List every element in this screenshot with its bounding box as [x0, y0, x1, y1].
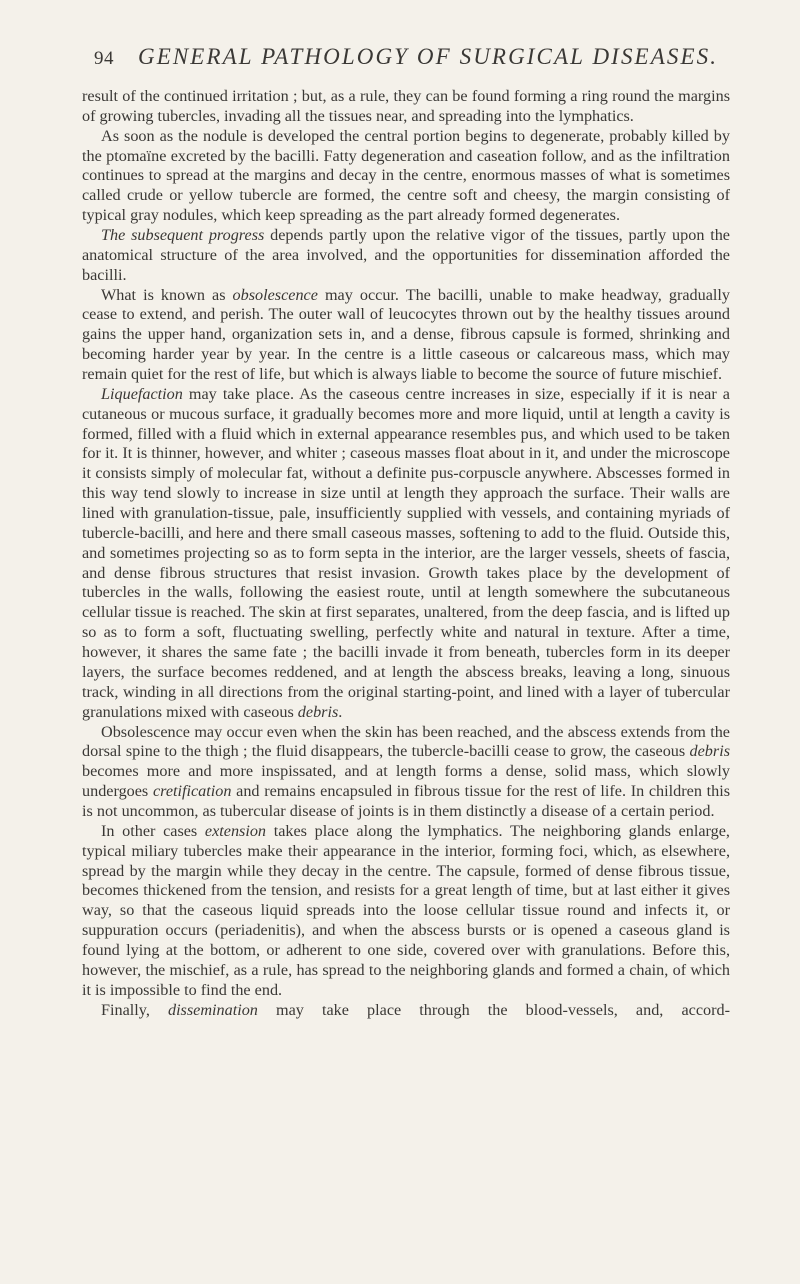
italic-term: debris — [297, 702, 339, 721]
paragraph — [82, 127, 730, 226]
text-run: Finally, — [101, 1000, 168, 1019]
italic-term: extension — [204, 821, 267, 840]
paragraph — [82, 87, 730, 127]
paragraph — [82, 1001, 730, 1021]
italic-term: dissemination — [167, 1000, 258, 1019]
body-text — [82, 87, 730, 1020]
page-number: 94 — [94, 48, 114, 69]
text-run: and remains encapsuled in fibrous tissue for the rest of life. In children this is not uncommon, as tubercular disease of joints is in them distinctly a disease of a certain period. — [82, 782, 730, 820]
paragraph — [82, 226, 730, 286]
text-run: becomes more and more inspissated, and at length forms a dense, solid mass, which slowly undergoes — [82, 762, 730, 801]
text-run: Obsolescence may occur even when the skin has been reached, and the abscess extends from the dorsal spine to the thigh ; the fluid disappears, the tubercle-bacilli cease to grow, the caseous — [82, 722, 730, 761]
text-run: takes place along the lymphatics. The neighboring glands enlarge, typical miliary tubercles make their appearance in the interior, forming foci, which, as elsewhere, spread by the margin while they decay in the centre. The capsule, formed of dense fibrous tissue, becomes thickened from the tension, and resists for a great length of time, but at last either it gives way, so that the caseous liquid spreads into the loose cellular tissue round and infects it, or suppuration occurs (periadenitis), and when the abscess bursts or is opened a caseous gland is found lying at the bottom, or adherent to one side, covered over with granulations. Before this, however, the mischief, as a rule, has spread to the neighboring glands and formed a chain, of which it is impossible to find the end. — [82, 821, 730, 999]
italic-term: cretification — [152, 782, 232, 801]
italic-term: debris — [689, 742, 730, 761]
text-run: . — [338, 702, 343, 721]
text-run: may take place through the blood-vessels, and, accord- — [257, 1000, 730, 1019]
paragraph — [82, 286, 730, 385]
text-run: What is known as — [101, 285, 233, 304]
text-run: depends partly upon the relative vigor of the tissues, partly upon the anatomical structure of the area involved, and the opportunities for dissemination afforded the bacilli. — [82, 226, 730, 284]
paragraph — [82, 385, 730, 723]
text-run: In other cases — [101, 821, 205, 840]
italic-term: The subsequent progress — [101, 226, 265, 245]
text-run: As soon as the nodule is developed the central portion begins to degenerate, probably killed by the ptomaïne excreted by the bacilli. Fatty degeneration and caseation follow, and as the infiltration continues to spread at the margins and decay in the centre, enormous masses of what is sometimes called crude or yellow tubercle are formed, the centre soft and cheesy, the margin consisting of typical gray nodules, which keep spreading as the part already formed degenerates. — [82, 126, 730, 225]
italic-term: Liquefaction — [101, 384, 183, 403]
text-run: result of the continued irritation ; but, as a rule, they can be found forming a ring round the margins of growing tubercles, invading all the tissues near, and spreading into the lymphatics. — [82, 87, 730, 125]
italic-term: obsolescence — [232, 285, 318, 304]
running-title: GENERAL PATHOLOGY OF SURGICAL DISEASES. — [138, 44, 719, 69]
text-run: may occur. The bacilli, unable to make headway, gradually cease to extend, and perish. The outer wall of leucocytes thrown out by the healthy tissues around gains the upper hand, organization sets in, and a dense, fibrous capsule is formed, shrinking and becoming harder year by year. In the centre is a little caseous or calcareous mass, which may remain quiet for the rest of life, but which is always liable to become the source of future mischief. — [82, 285, 730, 384]
paragraph — [82, 822, 730, 1001]
paragraph — [82, 723, 730, 822]
running-head — [94, 44, 742, 74]
text-run: may take place. As the caseous centre increases in size, especially if it is near a cutaneous or mucous surface, it gradually becomes more and more liquid, until at length a cavity is formed, filled with a fluid which in external appearance resembles pus, and which used to be taken for it. It is thinner, however, and whiter ; caseous masses float about in it, and under the microscope it consists simply of molecular fat, without a definite pus-corpuscle anywhere. Abscesses formed in this way tend slowly to increase in size until at length they approach the surface. Their walls are lined with granulation-tissue, pale, insufficiently supplied with vessels, and containing myriads of tubercle-bacilli, and here and there small caseous masses, softening to add to the fluid. Outside this, and sometimes projecting so as to form septa in the interior, are the larger vessels, sheets of fascia, and dense fibrous structures that resist invasion. Growth takes place by the development of tubercles in the walls, following the easiest route, until at length somewhere the subcutaneous cellular tissue is reached. The skin at first separates, unaltered, from the deep fascia, and is lifted up so as to form a soft, fluctuating swelling, perfectly white and natural in texture. After a time, however, it shares the same fate ; the bacilli invade it from beneath, tubercles form in its deeper layers, the surface becomes reddened, and at length the abscess breaks, leaving a long, sinuous track, winding in all directions from the original starting-point, and lined with a layer of tubercular granulations mixed with caseous — [82, 384, 730, 721]
